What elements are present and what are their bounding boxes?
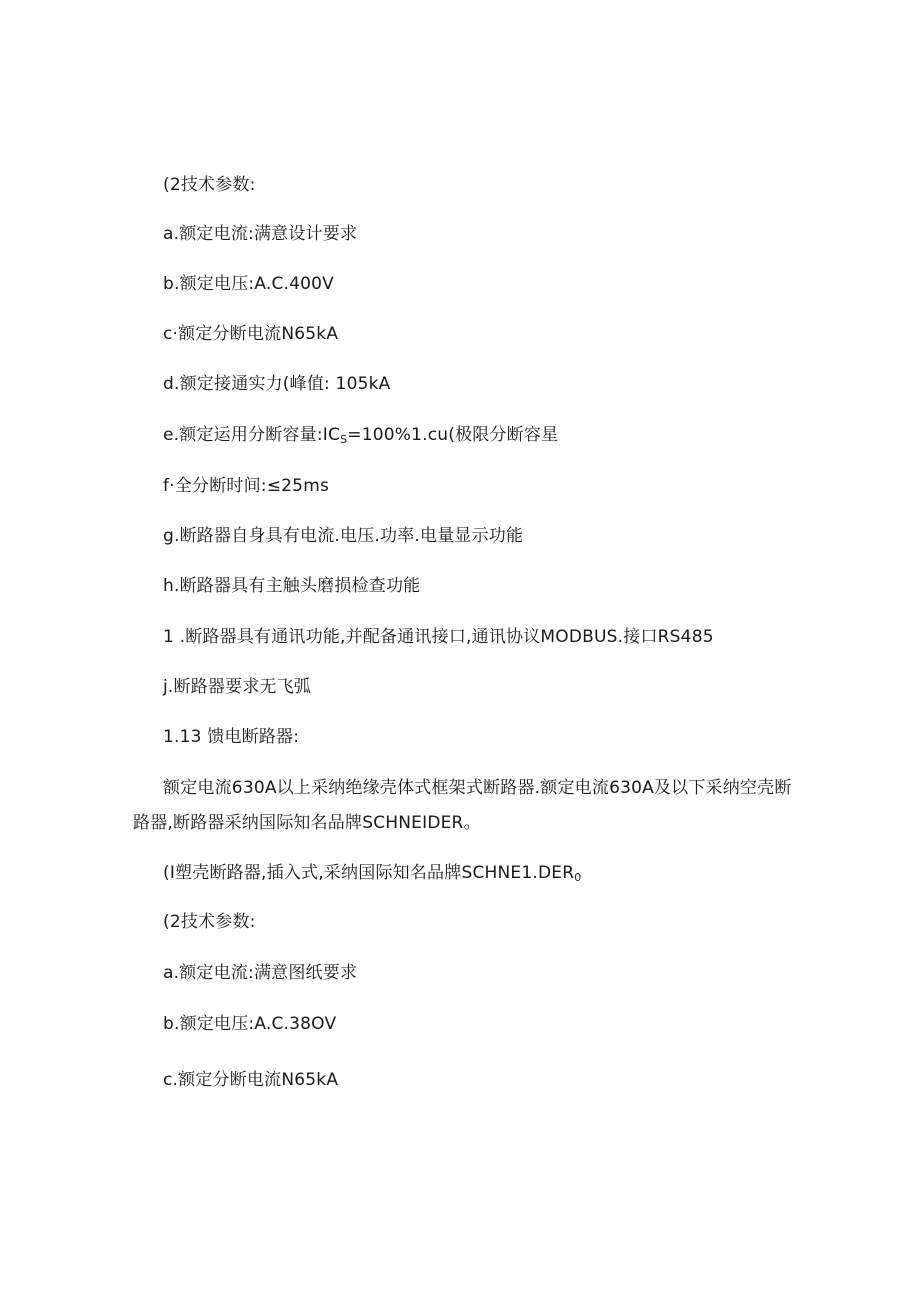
section-paragraph-line1: 额定电流630A以上采纳绝缘壳体式框架式断路器.额定电流630A及以下采纳空壳断 xyxy=(163,778,792,798)
param-h: h.断路器具有主触头磨损检查功能 xyxy=(163,576,421,596)
section-title: 1.13 馈电断路器: xyxy=(163,727,300,747)
param-e-subscript: S xyxy=(340,433,348,446)
param2-b: b.额定电压:A.C.38OV xyxy=(163,1014,337,1034)
param-g: g.断路器自身具有电流.电压.功率.电量显示功能 xyxy=(163,526,524,546)
param-e-rest: =100%1.cu(极限分断容星 xyxy=(347,425,559,445)
param-a: a.额定电流:满意设计要求 xyxy=(163,224,358,244)
param-e-text: e.额定运用分断容量:IC xyxy=(163,425,341,445)
param-j: j.断路器要求无飞弧 xyxy=(163,677,312,697)
tech-params-heading-2: (2技术参数: xyxy=(163,912,256,932)
molded-case-subscript: 0 xyxy=(574,871,582,884)
tech-params-heading: (2技术参数: xyxy=(163,175,256,195)
param2-a: a.额定电流:满意图纸要求 xyxy=(163,963,358,983)
param2-c: c.额定分断电流N65kA xyxy=(163,1070,339,1090)
param-i: 1 .断路器具有通讯功能,并配备通讯接口,通讯协议MODBUS.接口RS485 xyxy=(163,627,714,647)
param-f: f·全分断时间:≤25ms xyxy=(163,476,330,496)
param-d: d.额定接通实力(峰值: 105kA xyxy=(163,374,391,394)
param-c: c·额定分断电流N65kA xyxy=(163,324,339,344)
molded-case-text: (I塑壳断路器,插入式,采纳国际知名品牌SCHNE1.DER xyxy=(163,863,575,883)
param-b: b.额定电压:A.C.400V xyxy=(163,274,335,294)
molded-case-item xyxy=(163,861,581,890)
param-e xyxy=(163,423,558,452)
section-paragraph-line2: 路器,断路器采纳国际知名品牌SCHNEIDER。 xyxy=(133,813,481,833)
